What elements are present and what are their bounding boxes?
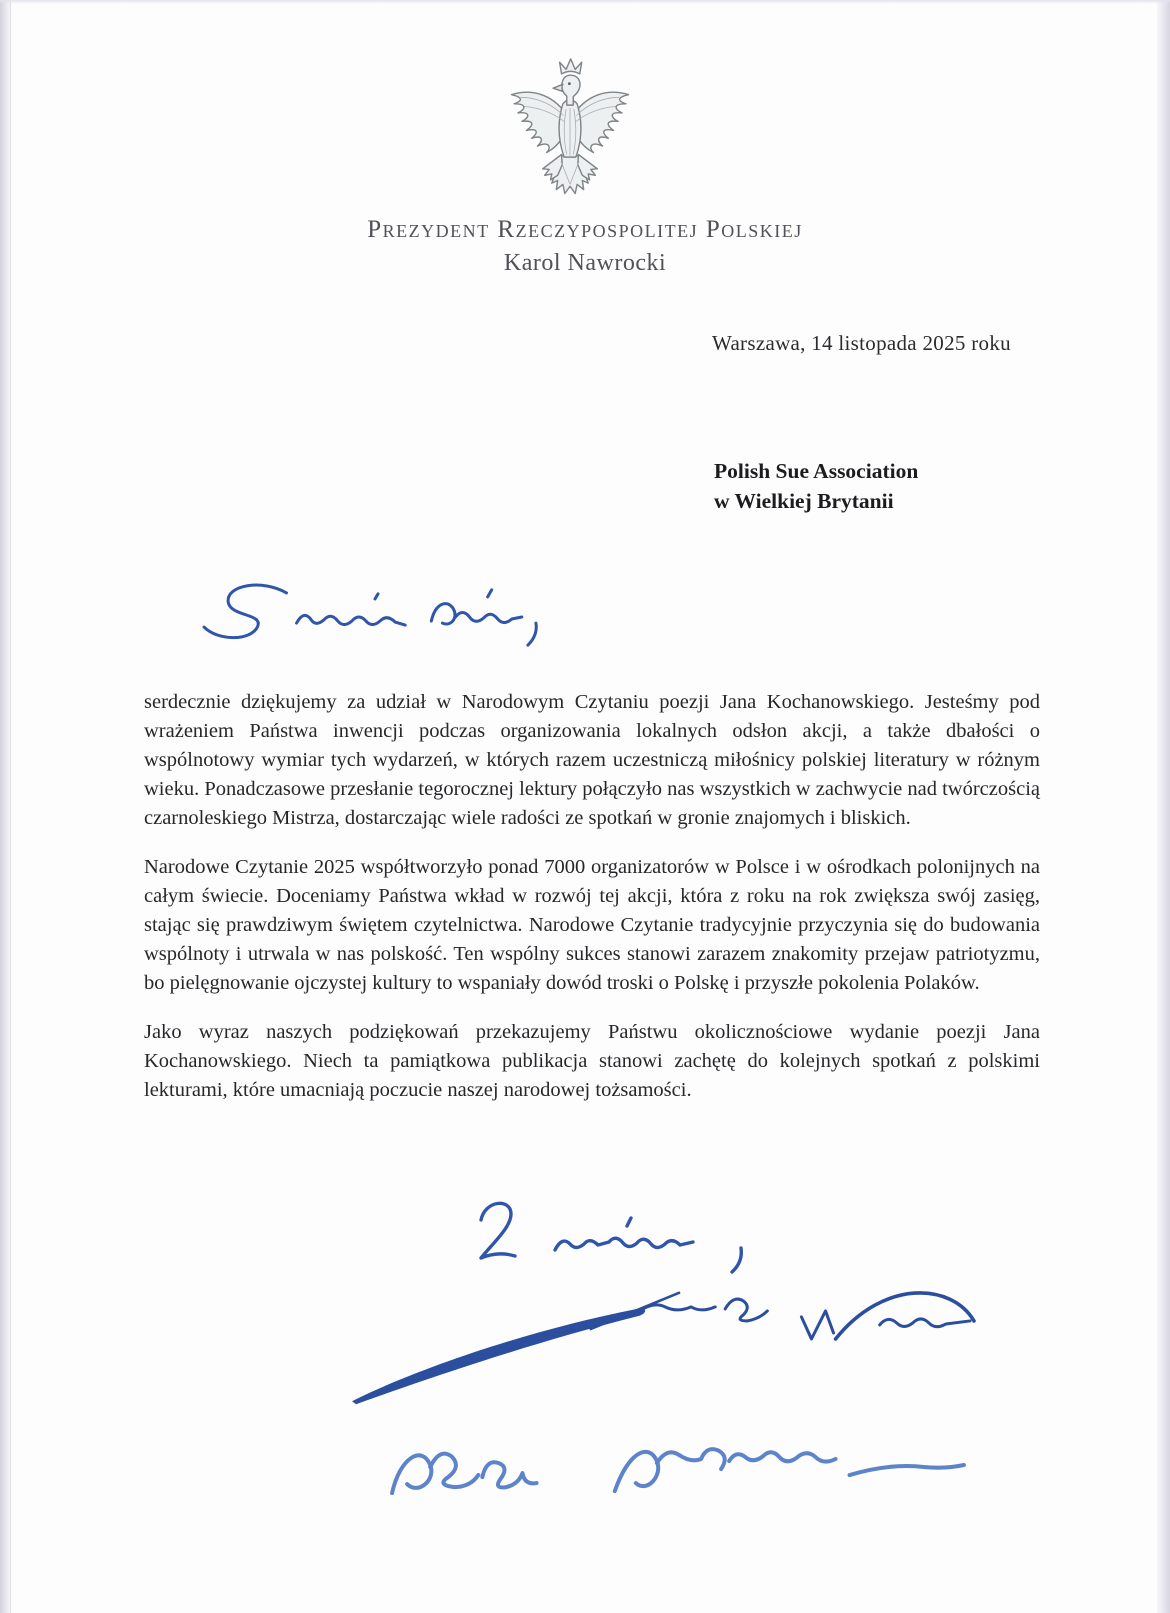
eagle-icon (505, 56, 635, 201)
recipient-line-1: Polish Sue Association (714, 459, 919, 483)
handwritten-closing (450, 1192, 782, 1282)
letter-body (144, 688, 1040, 1125)
polish-eagle-emblem (505, 56, 635, 201)
signature-secondary (378, 1414, 980, 1511)
dateline: Warszawa, 14 listopada 2025 roku (712, 331, 1011, 355)
paragraph-3: Jako wyraz naszych podziękowań przekazujemy Państwu okolicznościowe wydanie poezji Jana Kochanowskiego. Niech ta pamiątkowa publikacja stanowi zachętę do kolejnych spotkań z polskimi lekturami, które umacniają poczucie naszej narodowej tożsamości. (144, 1021, 1040, 1101)
paragraph-2: Narodowe Czytanie 2025 współtworzyło ponad 7000 organizatorów w Polsce i w ośrodkach polonijnych na całym świecie. Doceniamy Państwa wkład w rozwój tej akcji, która z roku na rok zwiększa swój zasięg, stając się prawdziwym świętem czytelnictwa. Narodowe Czytanie tradycyjnie przyczynia się do budowania wspólnoty i utrwala w nas polskość. Ten wspólny sukces stanowi zarazem znakomity przejaw patriotyzmu, bo pielęgnowanie ojczystej kultury to wspaniały dowód troski o Polskę i przyszłe pokolenia Polaków. (144, 856, 1040, 994)
letterhead-name: Karol Nawrocki (503, 250, 667, 276)
recipient-line-2: w Wielkiej Brytanii (714, 489, 894, 513)
scan-edge-top (0, 0, 1170, 4)
paragraph-1: serdecznie dziękujemy za udział w Narodowym Czytaniu poezji Jana Kochanowskiego. Jesteśmy pod wrażeniem Państwa inwencji podczas organizowania lokalnych odsłon akcji, a także dbałości o wspólnotowy wymiar tych wydarzeń, w których razem uczestniczą miłośnicy polskiej literatury w różnym wieku. Ponadczasowe przesłanie tegorocznej lektury połączyło nas wszystkich w zachwycie nad twórczością czarnoleskiego Mistrza, dostarczając wiele radości ze spotkań w gronie znajomych i bliskich. (144, 691, 1040, 829)
recipient-block (714, 456, 918, 516)
handwritten-greeting (198, 576, 550, 650)
letterhead-title: Prezydent Rzeczypospolitej Polskiej (367, 216, 803, 243)
signature-primary (338, 1274, 980, 1406)
